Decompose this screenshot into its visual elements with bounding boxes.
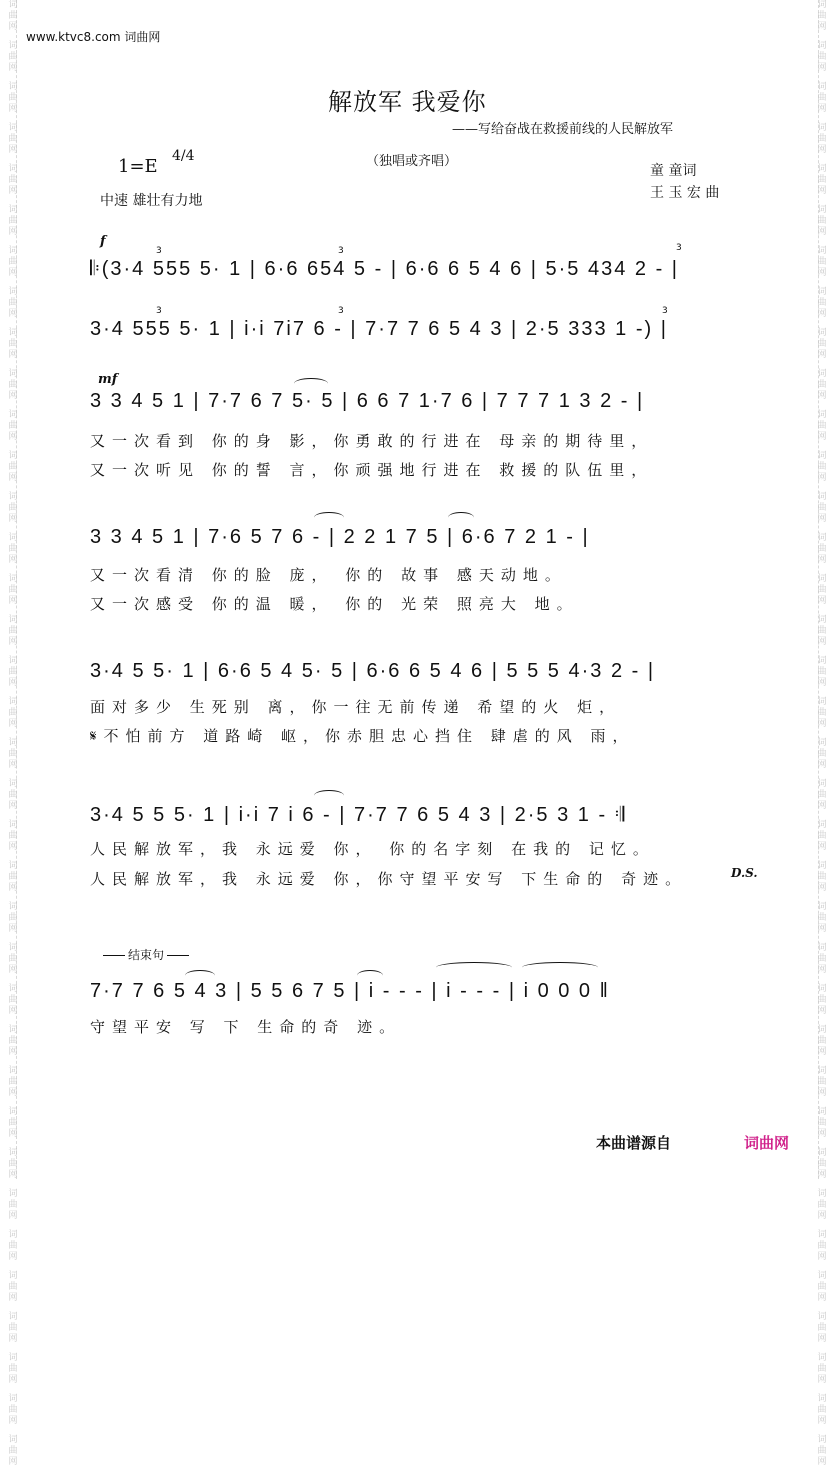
watermark-char: 曲 — [817, 11, 827, 21]
watermark-char: 词 — [817, 1435, 827, 1445]
watermark-char: 词 — [8, 1107, 18, 1117]
watermark-char: 曲 — [8, 216, 18, 226]
slur — [294, 378, 328, 389]
watermark-char: 网 — [817, 842, 827, 852]
watermark-char: 曲 — [8, 1241, 18, 1251]
slur — [314, 512, 344, 523]
watermark-char: 网 — [817, 1416, 827, 1426]
notation-line-1: 𝄆(3·4 555 5· 1 | 6·6 654 5 - | 6·6 6 5 4 6 | 5·5 434 2 - | — [90, 258, 679, 280]
watermark-char: 词 — [817, 369, 827, 379]
watermark-char: 曲 — [817, 749, 827, 759]
watermark-char: 曲 — [817, 1159, 827, 1169]
watermark-char: 网 — [8, 227, 18, 237]
watermark-char: 词 — [817, 246, 827, 256]
watermark-char: 曲 — [817, 872, 827, 882]
tie — [436, 962, 512, 973]
watermark-char: 曲 — [817, 954, 827, 964]
song-subtitle: ——写给奋战在救援前线的人民解放军 — [452, 122, 674, 137]
lyric-line: 又一次听见 你的誓 言，你顽强地行进在 救援的队伍里， — [90, 461, 654, 479]
watermark-char: 网 — [817, 1129, 827, 1139]
watermark-char: 网 — [8, 1006, 18, 1016]
watermark-char: 词 — [8, 1148, 18, 1158]
watermark-char: 词 — [8, 738, 18, 748]
watermark-char: 曲 — [817, 134, 827, 144]
lyric-line: 又一次感受 你的温 暖， 你的 光荣 照亮大 地。 — [90, 595, 579, 613]
watermark-char: 词 — [817, 492, 827, 502]
watermark-char: 网 — [8, 1334, 18, 1344]
watermark-char: 曲 — [8, 667, 18, 677]
watermark-char: 网 — [817, 1293, 827, 1303]
watermark-char: 曲 — [817, 1364, 827, 1374]
watermark-char: 网 — [817, 637, 827, 647]
footer-source-text: 本曲谱源自 — [596, 1134, 672, 1152]
watermark-char: 曲 — [817, 667, 827, 677]
lyric-line: 人民解放军，我 永远爱 你， 你的名字刻 在我的 记忆。 — [90, 840, 655, 858]
watermark-char: 网 — [817, 1457, 827, 1467]
watermark-char: 词 — [817, 615, 827, 625]
watermark-char: 网 — [8, 186, 18, 196]
watermark-char: 词 — [8, 615, 18, 625]
watermark-char: 网 — [8, 1211, 18, 1221]
watermark-char: 词 — [8, 943, 18, 953]
watermark-char: 曲 — [817, 1118, 827, 1128]
watermark-char: 网 — [8, 760, 18, 770]
watermark-char: 网 — [8, 637, 18, 647]
watermark-char: 词 — [8, 1394, 18, 1404]
watermark-char: 网 — [817, 104, 827, 114]
watermark-char: 曲 — [8, 298, 18, 308]
watermark-char: 词 — [8, 1066, 18, 1076]
watermark-char: 词 — [817, 41, 827, 51]
performance-note: （独唱或齐唱） — [366, 154, 458, 169]
watermark-char: 网 — [817, 514, 827, 524]
watermark-char: 曲 — [8, 995, 18, 1005]
lyric-line: 面对多少 生死别 离，你一往无前传递 希望的火 炬， — [90, 698, 622, 716]
watermark-char: 曲 — [8, 1282, 18, 1292]
watermark-char: 网 — [8, 1252, 18, 1262]
watermark-char: 曲 — [817, 626, 827, 636]
watermark-char: 网 — [817, 719, 827, 729]
watermark-char: 词 — [817, 779, 827, 789]
watermark-char: 词 — [8, 246, 18, 256]
watermark-char: 曲 — [8, 1405, 18, 1415]
watermark-char: 网 — [817, 1252, 827, 1262]
watermark-char: 网 — [8, 596, 18, 606]
watermark-char: 词 — [8, 164, 18, 174]
watermark-char: 词 — [817, 123, 827, 133]
watermark-char: 网 — [817, 555, 827, 565]
watermark-char: 词 — [8, 574, 18, 584]
watermark-char: 曲 — [817, 462, 827, 472]
watermark-char: 曲 — [8, 93, 18, 103]
watermark-char: 网 — [8, 22, 18, 32]
watermark-char: 网 — [8, 883, 18, 893]
watermark-char: 网 — [8, 350, 18, 360]
watermark-char: 曲 — [817, 216, 827, 226]
watermark-char: 网 — [817, 596, 827, 606]
watermark-char: 曲 — [817, 1241, 827, 1251]
watermark-char: 曲 — [817, 585, 827, 595]
watermark-char: 词 — [817, 1353, 827, 1363]
watermark-char: 曲 — [8, 134, 18, 144]
watermark-char: 曲 — [817, 175, 827, 185]
watermark-char: 词 — [8, 328, 18, 338]
watermark-char: 曲 — [817, 380, 827, 390]
watermark-char: 网 — [8, 1170, 18, 1180]
watermark-char: 曲 — [8, 462, 18, 472]
triplet-mark: 3 — [676, 243, 682, 253]
watermark-char: 网 — [8, 719, 18, 729]
watermark-char: 网 — [817, 801, 827, 811]
site-label: www.ktvc8.com 词曲网 — [26, 30, 161, 44]
watermark-char: 词 — [8, 656, 18, 666]
watermark-char: 网 — [817, 883, 827, 893]
notation-line-7: 7·7 7 6 5 4 3 | 5 5 6 7 5 | i - - - | i - - - | i 0 0 0 ‖ — [90, 980, 610, 1002]
watermark-char: 曲 — [8, 1118, 18, 1128]
watermark-char: 曲 — [817, 544, 827, 554]
watermark-char: 曲 — [8, 11, 18, 21]
time-signature: 4/4 — [172, 148, 195, 164]
watermark-char: 网 — [8, 842, 18, 852]
watermark-char: 曲 — [8, 380, 18, 390]
watermark-char: 词 — [817, 1066, 827, 1076]
triplet-mark: 3 — [156, 246, 162, 256]
song-title: 解放军 我爱你 — [328, 88, 487, 116]
watermark-char: 词 — [817, 451, 827, 461]
watermark-char: 词 — [8, 902, 18, 912]
watermark-char: 网 — [817, 1006, 827, 1016]
watermark-char: 词 — [817, 410, 827, 420]
watermark-char: 曲 — [817, 913, 827, 923]
lyric-line: 又一次看清 你的脸 庞， 你的 故事 感天动地。 — [90, 566, 567, 584]
watermark-char: 网 — [817, 309, 827, 319]
watermark-char: 曲 — [817, 503, 827, 513]
watermark-char: 曲 — [8, 175, 18, 185]
watermark-char: 曲 — [8, 913, 18, 923]
tempo-marking: 中速 雄壮有力地 — [100, 193, 203, 209]
watermark-char: 词 — [8, 1435, 18, 1445]
lyric-line: 又一次看到 你的身 影，你勇敢的行进在 母亲的期待里， — [90, 432, 654, 450]
watermark-char: 网 — [817, 227, 827, 237]
watermark-char: 词 — [8, 533, 18, 543]
watermark-char: 网 — [8, 1293, 18, 1303]
watermark-char: 网 — [817, 22, 827, 32]
watermark-char: 词 — [8, 123, 18, 133]
watermark-char: 词 — [817, 1148, 827, 1158]
watermark-char: 网 — [817, 965, 827, 975]
watermark-char: 网 — [8, 1129, 18, 1139]
watermark-char: 词 — [817, 0, 827, 10]
watermark-char: 网 — [8, 391, 18, 401]
watermark-char: 曲 — [8, 1159, 18, 1169]
watermark-char: 词 — [8, 1189, 18, 1199]
composer-credit: 王 玉 宏 曲 — [650, 185, 720, 201]
watermark-char: 网 — [8, 514, 18, 524]
watermark-char: 词 — [8, 1230, 18, 1240]
watermark-char: 曲 — [817, 1036, 827, 1046]
notation-line-4: 3 3 4 5 1 | 7·6 5 7 6 - | 2 2 1 7 5 | 6·6 7 2 1 - | — [90, 526, 590, 548]
lyric-line: 𝄋不怕前方 道路崎 岖，你赤胆忠心挡住 肆虐的风 雨， — [90, 727, 635, 745]
watermark-char: 曲 — [817, 995, 827, 1005]
triplet-mark: 3 — [156, 306, 162, 316]
watermark-char: 曲 — [817, 257, 827, 267]
watermark-char: 曲 — [817, 831, 827, 841]
watermark-char: 词 — [8, 1025, 18, 1035]
watermark-char: 曲 — [8, 626, 18, 636]
watermark-char: 曲 — [8, 503, 18, 513]
watermark-char: 词 — [817, 287, 827, 297]
watermark-char: 网 — [817, 432, 827, 442]
watermark-char: 曲 — [8, 1200, 18, 1210]
watermark-char: 词 — [8, 820, 18, 830]
watermark-char: 网 — [817, 1047, 827, 1057]
watermark-char: 词 — [8, 1271, 18, 1281]
watermark-char: 网 — [8, 1457, 18, 1467]
watermark-char: 词 — [8, 492, 18, 502]
notation-line-2: 3·4 555 5· 1 | i·i 7i7 6 - | 7·7 7 6 5 4 3 | 2·5 333 1 -) | — [90, 318, 668, 340]
watermark-char: 曲 — [817, 1323, 827, 1333]
slur — [314, 790, 344, 801]
watermark-char: 词 — [8, 1353, 18, 1363]
watermark-column-left — [4, 0, 22, 1467]
watermark-char: 词 — [8, 1312, 18, 1322]
watermark-char: 网 — [8, 801, 18, 811]
watermark-char: 曲 — [8, 1364, 18, 1374]
watermark-char: 曲 — [8, 339, 18, 349]
watermark-char: 曲 — [8, 872, 18, 882]
watermark-char: 词 — [817, 943, 827, 953]
watermark-char: 曲 — [817, 708, 827, 718]
watermark-char: 词 — [817, 1394, 827, 1404]
watermark-char: 网 — [817, 1211, 827, 1221]
watermark-char: 词 — [817, 1230, 827, 1240]
watermark-char: 曲 — [817, 52, 827, 62]
watermark-char: 网 — [8, 1416, 18, 1426]
slur — [448, 512, 474, 523]
watermark-char: 词 — [817, 164, 827, 174]
watermark-char: 网 — [8, 268, 18, 278]
watermark-char: 词 — [8, 451, 18, 461]
watermark-char: 网 — [817, 391, 827, 401]
watermark-char: 词 — [8, 0, 18, 10]
watermark-char: 网 — [8, 555, 18, 565]
lyric-line: 守望平安 写 下 生命的奇 迹。 — [90, 1018, 402, 1036]
watermark-char: 曲 — [817, 790, 827, 800]
watermark-char: 曲 — [8, 585, 18, 595]
watermark-char: 曲 — [8, 421, 18, 431]
watermark-char: 曲 — [8, 52, 18, 62]
watermark-char: 曲 — [8, 749, 18, 759]
watermark-char: 曲 — [817, 1405, 827, 1415]
watermark-char: 曲 — [8, 544, 18, 554]
watermark-char: 词 — [8, 861, 18, 871]
watermark-char: 网 — [817, 1088, 827, 1098]
watermark-char: 网 — [817, 63, 827, 73]
watermark-char: 网 — [817, 350, 827, 360]
watermark-char: 网 — [817, 1170, 827, 1180]
watermark-char: 词 — [817, 902, 827, 912]
tie — [522, 962, 598, 973]
watermark-char: 词 — [817, 738, 827, 748]
watermark-char: 曲 — [8, 1036, 18, 1046]
watermark-char: 曲 — [817, 1200, 827, 1210]
watermark-char: 网 — [8, 965, 18, 975]
watermark-char: 网 — [8, 309, 18, 319]
watermark-char: 曲 — [8, 790, 18, 800]
watermark-char: 曲 — [8, 954, 18, 964]
dynamic-forte: f — [100, 234, 106, 249]
triplet-mark: 3 — [662, 306, 668, 316]
triplet-mark: 3 — [338, 246, 344, 256]
watermark-char: 曲 — [817, 298, 827, 308]
watermark-char: 词 — [817, 1312, 827, 1322]
watermark-char: 词 — [8, 984, 18, 994]
watermark-char: 曲 — [817, 339, 827, 349]
watermark-char: 曲 — [8, 1323, 18, 1333]
watermark-char: 网 — [817, 145, 827, 155]
watermark-char: 网 — [817, 924, 827, 934]
watermark-char: 词 — [8, 697, 18, 707]
watermark-char: 词 — [817, 533, 827, 543]
notation-line-3: 3 3 4 5 1 | 7·7 6 7 5· 5 | 6 6 7 1·7 6 | 7 7 7 1 3 2 - | — [90, 390, 645, 412]
dal-segno-mark: D.S. — [731, 866, 758, 880]
watermark-char: 词 — [817, 656, 827, 666]
watermark-char: 网 — [817, 1334, 827, 1344]
watermark-char: 网 — [817, 678, 827, 688]
watermark-char: 网 — [8, 63, 18, 73]
watermark-char: 曲 — [817, 421, 827, 431]
watermark-char: 词 — [8, 287, 18, 297]
ending-section-label: 结束句 — [100, 946, 192, 963]
watermark-char: 网 — [817, 268, 827, 278]
watermark-char: 网 — [817, 186, 827, 196]
triplet-mark: 3 — [338, 306, 344, 316]
watermark-char: 网 — [8, 473, 18, 483]
footer-brand[interactable]: 词曲网 — [744, 1134, 790, 1152]
watermark-char: 词 — [817, 861, 827, 871]
watermark-char: 曲 — [8, 708, 18, 718]
watermark-char: 网 — [8, 678, 18, 688]
dynamic-mezzo-forte: mf — [98, 372, 118, 387]
watermark-char: 网 — [817, 1375, 827, 1385]
watermark-char: 网 — [8, 1375, 18, 1385]
watermark-char: 网 — [8, 1088, 18, 1098]
watermark-char: 曲 — [817, 1282, 827, 1292]
watermark-char: 网 — [817, 760, 827, 770]
watermark-char: 曲 — [8, 1077, 18, 1087]
watermark-char: 词 — [817, 574, 827, 584]
watermark-char: 词 — [817, 82, 827, 92]
notation-line-5: 3·4 5 5· 1 | 6·6 5 4 5· 5 | 6·6 6 5 4 6 | 5 5 5 4·3 2 - | — [90, 660, 656, 682]
watermark-char: 词 — [817, 984, 827, 994]
watermark-char: 词 — [817, 820, 827, 830]
watermark-char: 词 — [817, 1107, 827, 1117]
watermark-char: 网 — [8, 104, 18, 114]
watermark-char: 网 — [8, 145, 18, 155]
watermark-char: 词 — [8, 410, 18, 420]
watermark-char: 网 — [817, 473, 827, 483]
watermark-char: 网 — [8, 1047, 18, 1057]
lyricist-credit: 童 童词 — [650, 163, 697, 179]
watermark-char: 网 — [8, 924, 18, 934]
watermark-char: 词 — [817, 1025, 827, 1035]
watermark-char: 曲 — [817, 93, 827, 103]
watermark-char: 词 — [817, 1189, 827, 1199]
watermark-char: 词 — [8, 82, 18, 92]
watermark-char: 词 — [817, 328, 827, 338]
watermark-char: 曲 — [8, 257, 18, 267]
watermark-char: 词 — [8, 779, 18, 789]
watermark-char: 词 — [8, 369, 18, 379]
watermark-column-right — [813, 0, 831, 1467]
watermark-char: 曲 — [817, 1077, 827, 1087]
lyric-line: 人民解放军，我 永远爱 你，你守望平安写 下生命的 奇迹。 — [90, 870, 688, 888]
watermark-char: 词 — [817, 205, 827, 215]
watermark-char: 词 — [8, 205, 18, 215]
watermark-char: 词 — [817, 1271, 827, 1281]
watermark-char: 词 — [8, 41, 18, 51]
watermark-char: 曲 — [817, 1446, 827, 1456]
watermark-char: 词 — [817, 697, 827, 707]
watermark-char: 曲 — [8, 1446, 18, 1456]
notation-line-6: 3·4 5 5 5· 1 | i·i 7 i 6 - | 7·7 7 6 5 4 3 | 2·5 3 1 - 𝄇 — [90, 804, 627, 826]
watermark-char: 网 — [8, 432, 18, 442]
watermark-char: 曲 — [8, 831, 18, 841]
key-signature: 1=E — [118, 156, 158, 177]
